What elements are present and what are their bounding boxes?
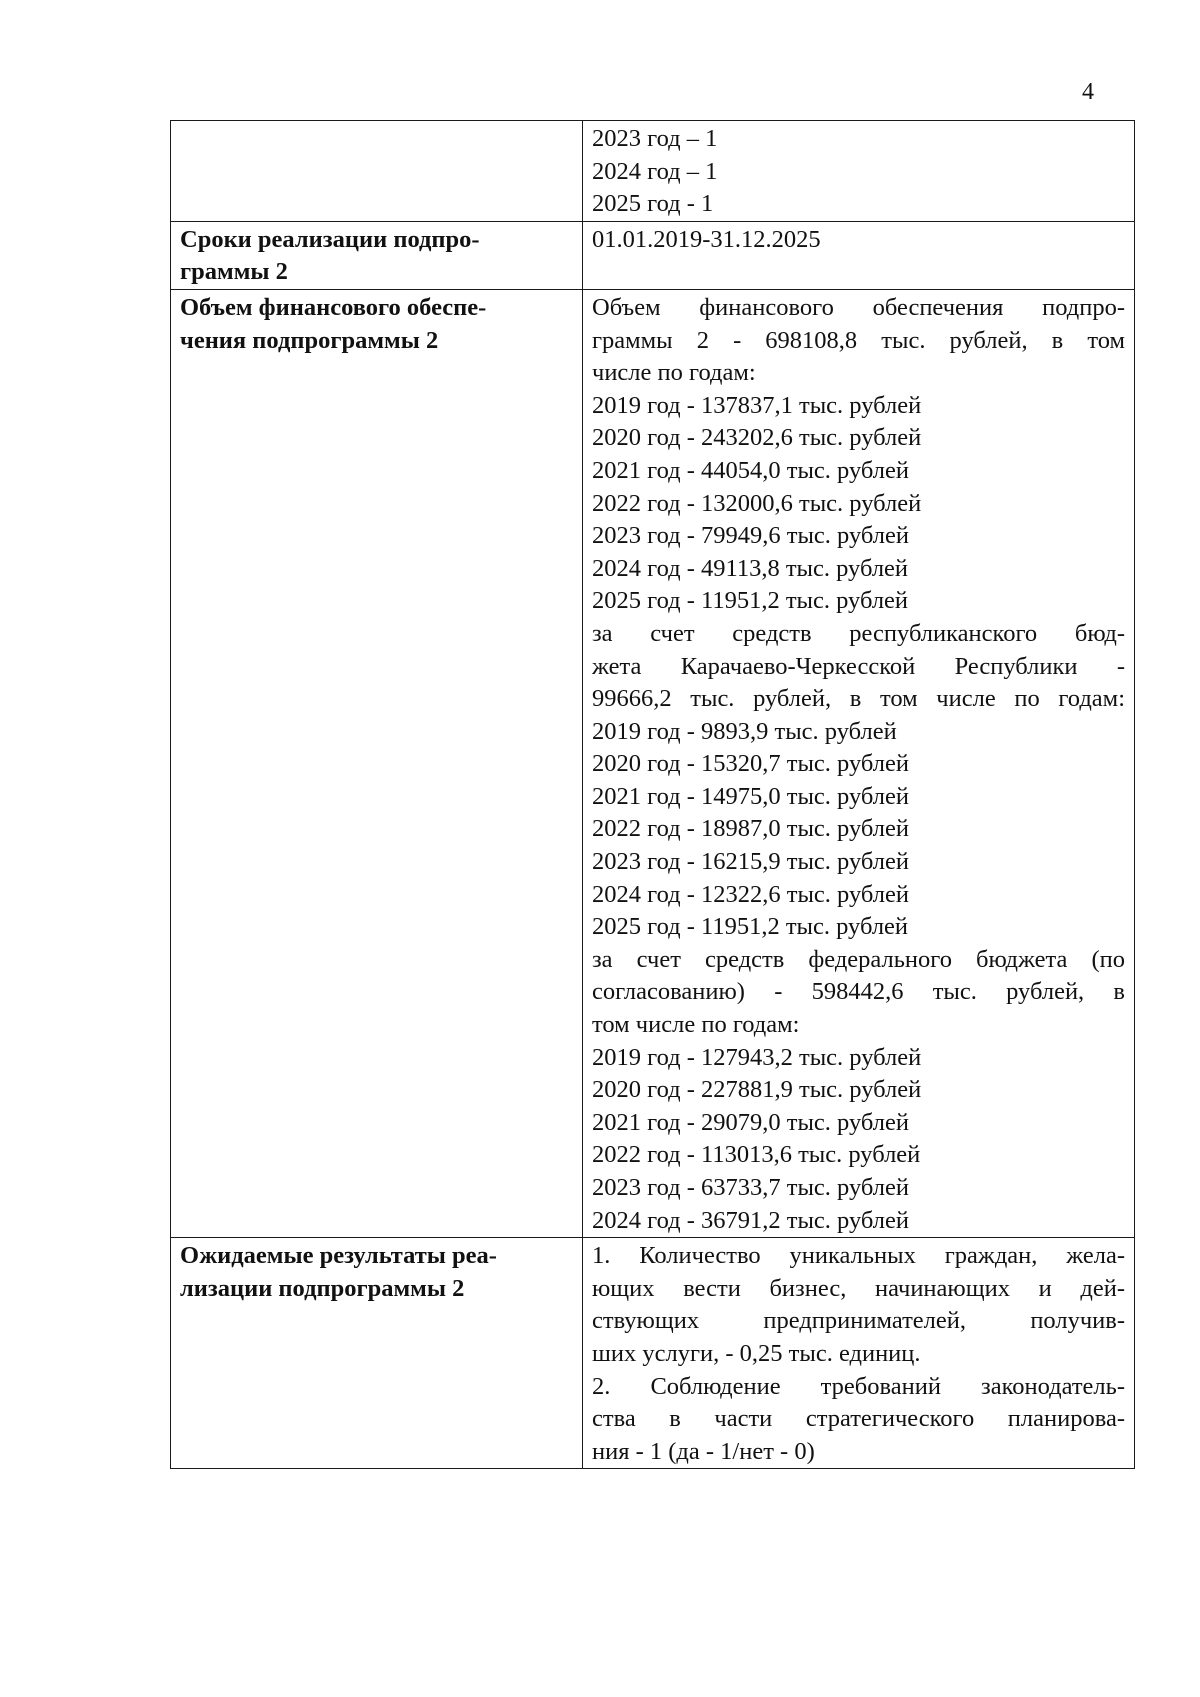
- table-row: [171, 121, 1135, 222]
- row-value-cell: [583, 221, 1135, 289]
- row-value-line: 2022 год - 132000,6 тыс. рублей: [592, 489, 922, 517]
- row-value-line: 2022 год - 18987,0 тыс. рублей: [592, 815, 909, 843]
- row-value-line: 2021 год - 14975,0 тыс. рублей: [592, 782, 909, 810]
- row-value-line: 1. Количество уникальных граждан, жела-: [592, 1242, 1125, 1270]
- row-value-line: за счет средств федерального бюджета (по: [592, 945, 1125, 973]
- page-number: 4: [1082, 79, 1094, 105]
- row-value-line: 2024 год - 36791,2 тыс. рублей: [592, 1206, 909, 1234]
- row-value-cell: [583, 121, 1135, 222]
- row-label-cell: [171, 1238, 583, 1469]
- row-value-line: 2025 год - 11951,2 тыс. рублей: [592, 913, 909, 941]
- row-value-line: за счет средств республиканского бюд-: [592, 619, 1125, 647]
- row-value-line: согласованию) - 598442,6 тыс. рублей, в: [592, 978, 1125, 1006]
- row-label-line: Объем финансового обеспе-: [180, 293, 487, 321]
- row-value-line: 2025 год - 1: [592, 190, 714, 218]
- row-value-line: 2. Соблюдение требований законодатель-: [592, 1372, 1125, 1400]
- table-row: [171, 221, 1135, 289]
- row-value-line: ния - 1 (да - 1/нет - 0): [592, 1437, 815, 1465]
- row-label-cell: [171, 289, 583, 1237]
- row-label-line: чения подпрограммы 2: [180, 326, 439, 354]
- row-value-line: граммы 2 - 698108,8 тыс. рублей, в том: [592, 326, 1125, 354]
- row-value-line: 2023 год - 79949,6 тыс. рублей: [592, 522, 909, 550]
- row-label-line: Ожидаемые результаты реа-: [180, 1242, 497, 1270]
- subprogram-passport-table: [170, 120, 1135, 1469]
- row-value-cell: [583, 1238, 1135, 1469]
- row-value-line: ющих вести бизнес, начинающих и дей-: [592, 1274, 1125, 1302]
- row-label-cell: [171, 121, 583, 222]
- passport-table-body: [171, 121, 1135, 1469]
- row-value-cell: [583, 289, 1135, 1237]
- row-value-line: Объем финансового обеспечения подпро-: [592, 293, 1125, 321]
- table-row: [171, 289, 1135, 1237]
- row-value-line: 01.01.2019-31.12.2025: [592, 225, 821, 253]
- row-value-line: 2019 год - 127943,2 тыс. рублей: [592, 1043, 922, 1071]
- row-value-line: 2019 год - 137837,1 тыс. рублей: [592, 391, 922, 419]
- row-value-line: ства в части стратегического планирова-: [592, 1405, 1125, 1433]
- row-value-line: 2021 год - 29079,0 тыс. рублей: [592, 1108, 909, 1136]
- row-value-line: 2019 год - 9893,9 тыс. рублей: [592, 717, 897, 745]
- row-value-line: том числе по годам:: [592, 1011, 800, 1039]
- row-label-line: Сроки реализации подпро-: [180, 225, 480, 253]
- row-value-line: жета Карачаево-Черкесской Республики -: [592, 652, 1125, 680]
- table-row: [171, 1238, 1135, 1469]
- row-value-line: 2023 год - 63733,7 тыс. рублей: [592, 1174, 909, 1201]
- row-value-line: ших услуги, - 0,25 тыс. единиц.: [592, 1339, 921, 1367]
- row-value-line: 2022 год - 113013,6 тыс. рублей: [592, 1141, 921, 1169]
- row-value-line: 2020 год - 227881,9 тыс. рублей: [592, 1076, 922, 1104]
- row-value-line: 2023 год - 16215,9 тыс. рублей: [592, 848, 909, 876]
- row-value-line: 2021 год - 44054,0 тыс. рублей: [592, 456, 909, 484]
- row-value-line: 99666,2 тыс. рублей, в том числе по годам:: [592, 685, 1125, 713]
- row-value-line: 2024 год – 1: [592, 157, 718, 185]
- row-label-cell: [171, 221, 583, 289]
- row-label-line: лизации подпрограммы 2: [180, 1274, 465, 1302]
- row-value-line: 2024 год - 49113,8 тыс. рублей: [592, 554, 909, 582]
- row-label-line: граммы 2: [180, 258, 288, 286]
- row-value-line: 2020 год - 15320,7 тыс. рублей: [592, 750, 909, 778]
- row-value-line: числе по годам:: [592, 359, 756, 387]
- row-value-line: 2023 год – 1: [592, 125, 718, 152]
- row-value-line: 2020 год - 243202,6 тыс. рублей: [592, 424, 922, 452]
- row-value-line: 2024 год - 12322,6 тыс. рублей: [592, 880, 909, 908]
- row-value-line: 2025 год - 11951,2 тыс. рублей: [592, 587, 909, 615]
- row-value-line: ствующих предпринимателей, получив-: [592, 1307, 1125, 1335]
